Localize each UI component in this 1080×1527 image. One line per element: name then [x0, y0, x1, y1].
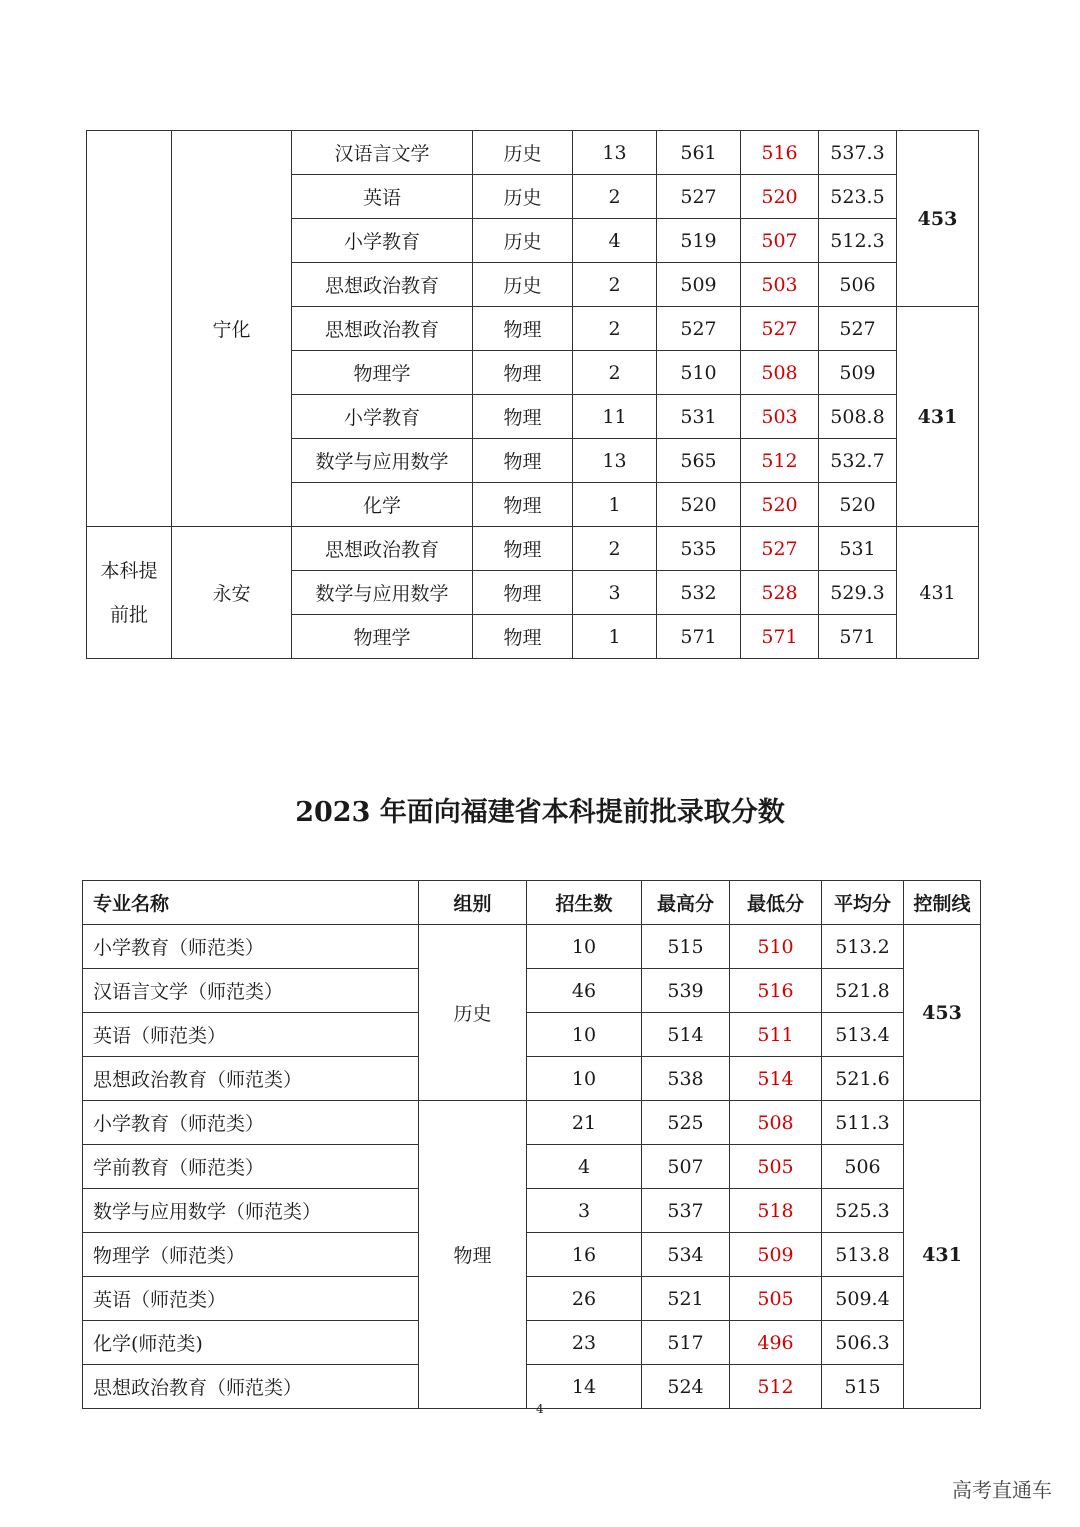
avg-score: 532.7 [819, 439, 897, 483]
major-name: 化学(师范类) [83, 1321, 419, 1365]
avg-score: 511.3 [822, 1101, 904, 1145]
avg-score: 515 [822, 1365, 904, 1409]
major-name: 英语 [292, 175, 473, 219]
min-score: 520 [741, 483, 819, 527]
avg-score: 521.6 [822, 1057, 904, 1101]
major-name: 小学教育（师范类） [83, 925, 419, 969]
major-name: 数学与应用数学（师范类） [83, 1189, 419, 1233]
min-score: 505 [730, 1277, 822, 1321]
max-score: 521 [642, 1277, 730, 1321]
enrollment-count: 16 [527, 1233, 642, 1277]
subject-group: 物理 [473, 439, 573, 483]
major-name: 小学教育 [292, 395, 473, 439]
min-score: 571 [741, 615, 819, 659]
enrollment-count: 13 [573, 439, 657, 483]
major-name: 思想政治教育 [292, 263, 473, 307]
table-row [87, 527, 979, 571]
enrollment-count: 26 [527, 1277, 642, 1321]
min-score: 512 [741, 439, 819, 483]
major-name: 学前教育（师范类） [83, 1145, 419, 1189]
column-header: 最低分 [730, 881, 822, 925]
group-history: 历史 [419, 925, 527, 1101]
column-header: 最高分 [642, 881, 730, 925]
avg-score: 509 [819, 351, 897, 395]
min-score: 527 [741, 307, 819, 351]
avg-score: 531 [819, 527, 897, 571]
max-score: 510 [657, 351, 741, 395]
major-name: 英语（师范类） [83, 1013, 419, 1057]
control-line-history: 453 [897, 131, 979, 307]
avg-score: 537.3 [819, 131, 897, 175]
enrollment-count: 2 [573, 263, 657, 307]
enrollment-count: 4 [527, 1145, 642, 1189]
max-score: 507 [642, 1145, 730, 1189]
min-score: 508 [741, 351, 819, 395]
max-score: 515 [642, 925, 730, 969]
enrollment-count: 2 [573, 351, 657, 395]
max-score: 519 [657, 219, 741, 263]
table-row [83, 1101, 981, 1145]
major-name: 物理学（师范类） [83, 1233, 419, 1277]
min-score: 516 [741, 131, 819, 175]
subject-group: 历史 [473, 263, 573, 307]
max-score: 525 [642, 1101, 730, 1145]
enrollment-count: 2 [573, 307, 657, 351]
avg-score: 508.8 [819, 395, 897, 439]
major-name: 英语（师范类） [83, 1277, 419, 1321]
avg-score: 506 [822, 1145, 904, 1189]
max-score: 565 [657, 439, 741, 483]
avg-score: 527 [819, 307, 897, 351]
avg-score: 513.2 [822, 925, 904, 969]
table-row [83, 1013, 981, 1057]
min-score: 516 [730, 969, 822, 1013]
table-row [83, 969, 981, 1013]
control-line-history: 453 [904, 925, 981, 1101]
table-header-row [83, 881, 981, 925]
enrollment-count: 2 [573, 527, 657, 571]
table-row [83, 1321, 981, 1365]
group-physics: 物理 [419, 1101, 527, 1409]
campus-ninghua: 宁化 [172, 131, 292, 527]
avg-score: 513.4 [822, 1013, 904, 1057]
min-score: 511 [730, 1013, 822, 1057]
subject-group: 历史 [473, 175, 573, 219]
major-name: 小学教育 [292, 219, 473, 263]
control-line-yongan: 431 [897, 527, 979, 659]
enrollment-count: 10 [527, 1013, 642, 1057]
min-score: 503 [741, 263, 819, 307]
column-header: 平均分 [822, 881, 904, 925]
avg-score: 513.8 [822, 1233, 904, 1277]
min-score: 503 [741, 395, 819, 439]
min-score: 512 [730, 1365, 822, 1409]
admission-table-by-campus [86, 130, 979, 659]
major-name: 数学与应用数学 [292, 571, 473, 615]
max-score: 517 [642, 1321, 730, 1365]
subject-group: 物理 [473, 395, 573, 439]
enrollment-count: 2 [573, 175, 657, 219]
max-score: 534 [642, 1233, 730, 1277]
subject-group: 历史 [473, 219, 573, 263]
min-score: 518 [730, 1189, 822, 1233]
avg-score: 525.3 [822, 1189, 904, 1233]
major-name: 化学 [292, 483, 473, 527]
max-score: 527 [657, 175, 741, 219]
avg-score: 521.8 [822, 969, 904, 1013]
avg-score: 506 [819, 263, 897, 307]
max-score: 561 [657, 131, 741, 175]
table-row [83, 1365, 981, 1409]
avg-score: 571 [819, 615, 897, 659]
enrollment-count: 46 [527, 969, 642, 1013]
major-name: 物理学 [292, 351, 473, 395]
table-row [83, 1189, 981, 1233]
column-header: 专业名称 [83, 881, 419, 925]
max-score: 531 [657, 395, 741, 439]
min-score: 528 [741, 571, 819, 615]
avg-score: 512.3 [819, 219, 897, 263]
avg-score: 520 [819, 483, 897, 527]
table-row [83, 1057, 981, 1101]
max-score: 527 [657, 307, 741, 351]
max-score: 520 [657, 483, 741, 527]
subject-group: 物理 [473, 351, 573, 395]
enrollment-count: 21 [527, 1101, 642, 1145]
watermark: 高考直通车 [952, 1478, 1052, 1502]
column-header: 组别 [419, 881, 527, 925]
max-score: 538 [642, 1057, 730, 1101]
table-row [83, 925, 981, 969]
min-score: 520 [741, 175, 819, 219]
enrollment-count: 1 [573, 483, 657, 527]
batch-cell-empty [87, 131, 172, 527]
table-row [83, 1277, 981, 1321]
major-name: 数学与应用数学 [292, 439, 473, 483]
max-score: 535 [657, 527, 741, 571]
major-name: 思想政治教育 [292, 307, 473, 351]
min-score: 510 [730, 925, 822, 969]
table-row [83, 1145, 981, 1189]
min-score: 514 [730, 1057, 822, 1101]
subject-group: 历史 [473, 131, 573, 175]
column-header: 招生数 [527, 881, 642, 925]
enrollment-count: 3 [573, 571, 657, 615]
major-name: 思想政治教育（师范类） [83, 1365, 419, 1409]
subject-group: 物理 [473, 527, 573, 571]
enrollment-count: 10 [527, 925, 642, 969]
enrollment-count: 4 [573, 219, 657, 263]
max-score: 509 [657, 263, 741, 307]
major-name: 物理学 [292, 615, 473, 659]
column-header: 控制线 [904, 881, 981, 925]
max-score: 571 [657, 615, 741, 659]
min-score: 527 [741, 527, 819, 571]
admission-table-2023 [82, 880, 981, 1409]
major-name: 汉语言文学（师范类） [83, 969, 419, 1013]
subject-group: 物理 [473, 307, 573, 351]
major-name: 汉语言文学 [292, 131, 473, 175]
avg-score: 529.3 [819, 571, 897, 615]
max-score: 514 [642, 1013, 730, 1057]
enrollment-count: 11 [573, 395, 657, 439]
subject-group: 物理 [473, 483, 573, 527]
section-title: 2023 年面向福建省本科提前批录取分数 [295, 797, 785, 828]
enrollment-count: 1 [573, 615, 657, 659]
min-score: 505 [730, 1145, 822, 1189]
avg-score: 523.5 [819, 175, 897, 219]
subject-group: 物理 [473, 571, 573, 615]
major-name: 小学教育（师范类） [83, 1101, 419, 1145]
table-row [87, 131, 979, 175]
major-name: 思想政治教育 [292, 527, 473, 571]
campus-yongan: 永安 [172, 527, 292, 659]
enrollment-count: 13 [573, 131, 657, 175]
enrollment-count: 10 [527, 1057, 642, 1101]
control-line-physics: 431 [897, 307, 979, 527]
min-score: 508 [730, 1101, 822, 1145]
batch-label: 本科提 前批 [87, 527, 172, 659]
min-score: 507 [741, 219, 819, 263]
control-line-physics: 431 [904, 1101, 981, 1409]
max-score: 532 [657, 571, 741, 615]
table-row [83, 1233, 981, 1277]
page-number: 4 [536, 1402, 544, 1416]
enrollment-count: 14 [527, 1365, 642, 1409]
min-score: 496 [730, 1321, 822, 1365]
max-score: 537 [642, 1189, 730, 1233]
enrollment-count: 23 [527, 1321, 642, 1365]
max-score: 524 [642, 1365, 730, 1409]
subject-group: 物理 [473, 615, 573, 659]
enrollment-count: 3 [527, 1189, 642, 1233]
min-score: 509 [730, 1233, 822, 1277]
max-score: 539 [642, 969, 730, 1013]
major-name: 思想政治教育（师范类） [83, 1057, 419, 1101]
avg-score: 509.4 [822, 1277, 904, 1321]
avg-score: 506.3 [822, 1321, 904, 1365]
